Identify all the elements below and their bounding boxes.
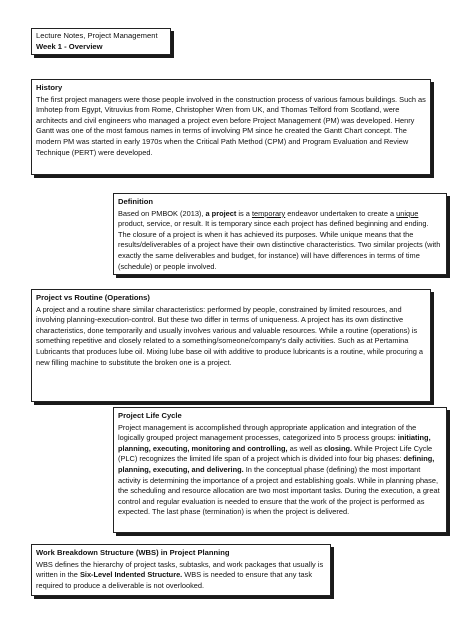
plc-phases: defining, planning, executing, and delivering. — [118, 454, 435, 474]
wbs-text — [36, 560, 326, 592]
header-box — [31, 28, 171, 55]
wbs-heading: Work Breakdown Structure (WBS) in Project Planning — [36, 548, 230, 557]
week-title: Week 1 - Overview — [36, 41, 103, 51]
project-life-cycle-text — [118, 423, 442, 518]
project-vs-routine-text: A project and a routine share similar characteristics: performed by people, constrained by limited resources, and involving planning-execution-control. But these two differ in terms of uniqueness. A project has its own distinctive characteristics, done temporarily and usually involves various and valuable resources. While a routine (operations) is something repetitive and closely related to a something/someone/company's daily activities. Such as at Pertamina Lubricants that produces lube oil. Mixing lube base oil with additive to produce lubricants is a routine, while procuring a new filling machine to substitute the broken one is a project. — [36, 304, 423, 367]
wbs-structure-name: Six-Level Indented Structure. — [79, 570, 183, 580]
definition-heading: Definition — [118, 197, 154, 206]
history-heading: History — [36, 83, 63, 92]
plc-process-groups: initiating, planning, executing, monitoring and controlling, — [118, 433, 431, 453]
plc-text-part: In the conceptual phase (defining) the most important activity is determining the importance of a project and establishing goals. While in planning phase, the scheduling and resource allocation are two most important tasks. During the execution, a great control and regular evaluation is needed to ensure that the work of the project is performed as expected. The last phase (termination) is when the project is delivered. — [118, 464, 440, 517]
definition-text-part: Based on PMBOK (2013), — [118, 208, 206, 218]
definition-keyword-temporary: temporary — [251, 208, 286, 218]
project-life-cycle-heading: Project Life Cycle — [118, 411, 182, 420]
plc-text-part: Project management is accomplished through appropriate application and integration of the logically grouped project management processes, categorized into 5 process groups: — [118, 422, 417, 443]
history-text: The first project managers were those people involved in the construction process of various famous buildings. Such as Imhotep from Egypt, Vitruvius from Rome, Christopher Wren from UK, and Thomas Telford from Scotland, were architects and civil engineers who managed a project even before Project Management (PM) was developed. Henry Gantt was one of the most famous names in terms of involving PM since he created the Gantt Chart concept. The modern PM was started in early 1970s when the Critical Path Method (CPM) and Program Evaluation and Review Technique (PERT) were developed. — [36, 94, 426, 157]
history-section — [31, 79, 431, 175]
wbs-text-part: WBS defines the hierarchy of project tasks, subtasks, and work packages that usually is written in the — [36, 559, 324, 580]
definition-section — [113, 193, 447, 275]
definition-text-part: endeavor undertaken to create a — [285, 208, 397, 218]
wbs-section — [31, 544, 331, 596]
definition-keyword-unique: unique — [396, 208, 419, 218]
course-title: Lecture Notes, Project Management — [36, 31, 158, 40]
project-life-cycle-section — [113, 407, 447, 533]
definition-text-part: product, service, or result. It is temporary since each project has defined beginning and ending. The closure of a project is when it has achieved its purposes. While unique means that the results/deliverables of a project have their own distinctive characteristics. Two similar projects (with exactly the same deliverables and budget, for instance) will have differences in terms of time (schedule) or people involved. — [118, 219, 441, 271]
plc-closing: closing. — [324, 443, 353, 453]
definition-text — [118, 209, 442, 273]
definition-term: a project — [205, 208, 237, 218]
plc-text-part: as well as — [287, 443, 325, 453]
definition-text-part: is a — [236, 208, 252, 218]
project-vs-routine-heading: Project vs Routine (Operations) — [36, 293, 150, 302]
wbs-text-part: WBS is needed to ensure that any task required to produce a deliverable is not overlooked. — [36, 570, 313, 590]
project-vs-routine-section — [31, 289, 431, 402]
plc-text-part: While Project Life Cycle (PLC) recognizes the limited life span of a project which is divided into four big phases: — [118, 443, 433, 464]
